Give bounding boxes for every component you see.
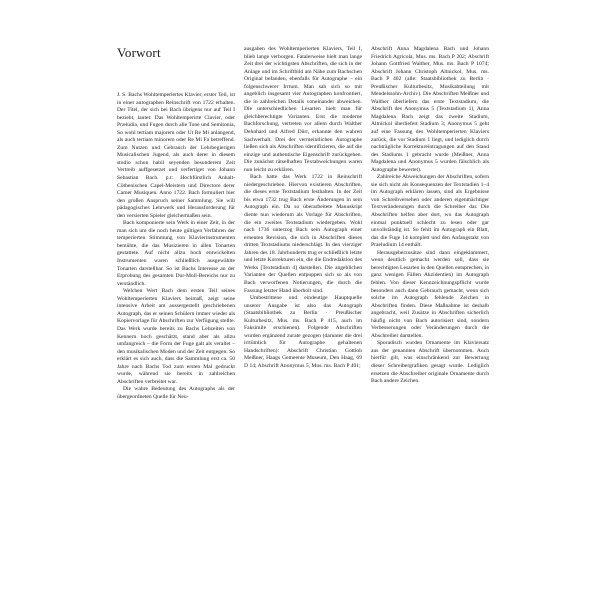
paragraph: Die wahre Bedeutung des Autographs als der übergeordneten Quelle für Neu- [117, 386, 235, 400]
text-column-3 [371, 46, 489, 386]
paragraph: Abschrift Anna Magdalena Bach und Johann Friedrich Agricola, Mus. ms. Bach P 202; Abschrift Johann Gottfried Walther, Mus. ms. Bach P 1074; Abschrift Johann Christoph Altnickol, Mus. ms. Bach P 402 (alle: Staatsbibliothek zu Berlin · Preußischer Kulturbesitz, Musikabteilung mit Mendelssohn-Archiv). Die Abschriften Meißner und Walther überliefern das erste Textstadium, die Abschrift des Anonymus 5 (Textstadium 1), Anna Magdalena Bach zeigt das zweite Stadium, Altnickol überliefert Stadium 3; Anonymus 5 geht auf eine Fassung des Wohltemperierten Klaviers zurück, die vor Stadium 1 liegt, und lediglich durch nachträgliche Korrektureintragungen auf den Stand des Stadiums 1 gebracht wurde (Meißner, Anna Magdalena und Anonymus 5 wurden fälschlich als Autographe bewertet). [371, 46, 489, 173]
paragraph: Umbestrittene und eindeutige Hauptquelle unserer Ausgabe ist also das Autograph (Staatsbibliothek zu Berlin · Preußischer Kulturbesitz, Mus. ms. Bach P 415, auch im Faksimile erschienen). Folgende Abschriften wurden ergänzend zurate gezogen (darunter die drei irrtümlich für Autographe gehaltenen Handschriften): Abschrift Christian Gottlob Meißner, Haags Gemeente Museum, Den Haag, 69 D 14; Abschrift Anonymus 5, Mus. ms. Bach P 401; [244, 295, 362, 369]
paragraph: Herausgeberzusätze sind dann eingeklammert, wenn deutlich gemacht werden soll, dass sie berechtigten Lesarten in den Quellen entsprechen, in ganz wenigen Fällen Akzidentien) im Autograph fehlen. Von dieser Kennzeichnungspflicht wurde besonders auch dann Gebrauch gemacht, wenn sich solche im Autograph fehlende Zeichen in Abschriften finden. Diese Maßnahme ist deshalb angebracht, weil Zusätze in Abschriften sicherlich häufig nicht von Bach autorisiert sind, sondern Verbesserungen oder Veränderungen durch die Abschreiber darstellen. [371, 249, 489, 339]
paragraph: Sporadisch wurden Ornamente im Klaviersatz aus der genannten Abschrift übernommen. Auch hierfür gilt, was einschränkend zur Bewertung dieser Schreibergrafiken gesagt wurde. Lediglich ersetzen die Abschreiber originale Ornamente durch Bach andere Zeichen. [371, 340, 489, 385]
page-title: Vorwort [117, 45, 161, 60]
paragraph: Bach komponierte sein Werk in einer Zeit, in der man sich um die noch heute gültigen Verfahren der temperierten Stimmung von Klavierinstrumenten bemühte, die das Musizieren in allen Tonarten gestattete. Auf nicht allzu hoch entwickelten Instrumenten waren schließlich ausgewählte Tonarten darstellbar. So ist Bachs Interesse an der Erprobung des gesamten Dur-Moll-Bereichs nur zu verständlich. [117, 220, 235, 287]
paragraph: Welchen Wert Bach dem ersten Teil seines Wohltemperierten Klaviers beimaß, zeigt seine intensive Arbeit am aussergestellt geschriebenen Autograph, das er seinen Schülern immer wieder als Kopiervorlage für Abschriften zur Verfügung stellte. Das Werk wurde bereits zu Bachs Lebzeiten von Kennern hoch geschätzt, stand aber als allzu umfangreich – die Form der Fuge galt als veraltet – den musikalischen Moden und der Zeit entgegen. So erklärt es sich auch, dass die Sammlung erst ca. 50 Jahre nach Bachs Tod zum ersten Mal gedruckt wurde, während sie bereits in zahlreichen Abschriften verbreitet war. [117, 288, 235, 385]
text-column-2 [244, 46, 362, 371]
paragraph: ausgaben des Wohltemperierten Klaviers, Teil I, blieb lange verborgen. Fatalerweise hielt man lange Zeit drei der wichtigsten Abschriften, die sich in der Anlage und im Schriftbild am Nähe zum Bachschen Original befanden, ebenfalls für Autographe – ein folgenschwerer Irrtum. Man sah sich so mit angeblich insgesamt vier Autographen konfrontiert, die in zahlreichen Details voneinander abweichen. Die unterschiedlichen Lesarten hielt man für gleichberechtigte Varianten. Erst die moderne Bachforschung, vertreten vor allem durch Walther Dehnhard und Alfred Dürr, erkannte den wahren Sachverhalt. Drei der vermeintlichen Autographe ließen sich als Abschriften identifizieren, die auf die einzige und authentische Eigenschrift zurückgehen. Die zunächst rätselhaften Textabweichungen waren nun leicht zu erklären. [244, 46, 362, 173]
paragraph: Zahlreiche Abweichungen der Abschriften, sofern sie sich nicht als Konsequenzen der Textstadien 1–4 im Autograph erklären lassen, sind als Ergebnisse von Schreibversehen oder anderen eigenmächtiger Textveränderungen durch die Schreiber dar. Die Abschriften helfen aber dort, wo das Autograph einmal punktuell schlecht zu lesen oder gar unvollständig ist. So fehlt im Autograph ein Blatt, das die Fuge 14 komplett und den Anfangstakt von Praeludium 14 enthält. [371, 174, 489, 249]
text-column-1 [117, 92, 235, 401]
paragraph: J. S. Bachs Wohltemperiertes Klavier, erster Teil, ist in einer autographen Reinschrift von 1722 erhalten. Der Titel, der sich bei Bach übrigens nur auf Teil I bezieht, lautet: Das Wohltemperirte Clavier, oder Præludia, und Fugen durch alle Tone und Semitonia, So wohl tertiam majorem oder Ut Re Mi anlangend, als auch tertiam minorem oder Re Mi Fa betreffend. Zum Nutzen und Gebrauch der Lehrbegierigen Musicalischen Jugend, als auch derer in diesem studio schon habil seyenden besonderem Zeit Vertreib auffgesetzet und verfertiget von Johann Sebastian Bach. p.t: Hochfürstlich Anhalt-Cöthenischen Capel-Meistern und Directore derer Camer Musiquen. Anno 1722. Bach formuliert hier den großen Anspruch seiner Sammlung. Sie will pädagogisches Lehrwerk und Herausforderung für den versierten Spieler gleichermaßen sein. [117, 92, 235, 219]
paragraph: Bach hatte das Werk 1722 in Reinschrift niedergeschrieben. Hiervon existieren Abschriften, die dieses erste Textstadium festhalten. In der Zeit bis etwa 1732 trug Bach erste Änderungen in sein Autograph ein. Da so überarbeitete Manuskript diente nun wiederum als Vorlage für Abschriften, die ein zweites Textstadium wiedergeben. Wohl nach 1736 unterzog Bach sein Autograph einer erneuten Revision, die sich in Abschriften dieses dritten Textstadiums niederschlägt. In den vierziger Jahren des 18. Jahrhunderts trug er schließlich letzte und letzte Korrekturen ein, die die Endredaktion des Werks [Textstadium 4] darstellen. Die angeblichen Varianten der Quellen entpuppen sich so als von Bach verworfenen Notierungen, die durch die Fassung letzter Hand überholt sind. [244, 174, 362, 294]
